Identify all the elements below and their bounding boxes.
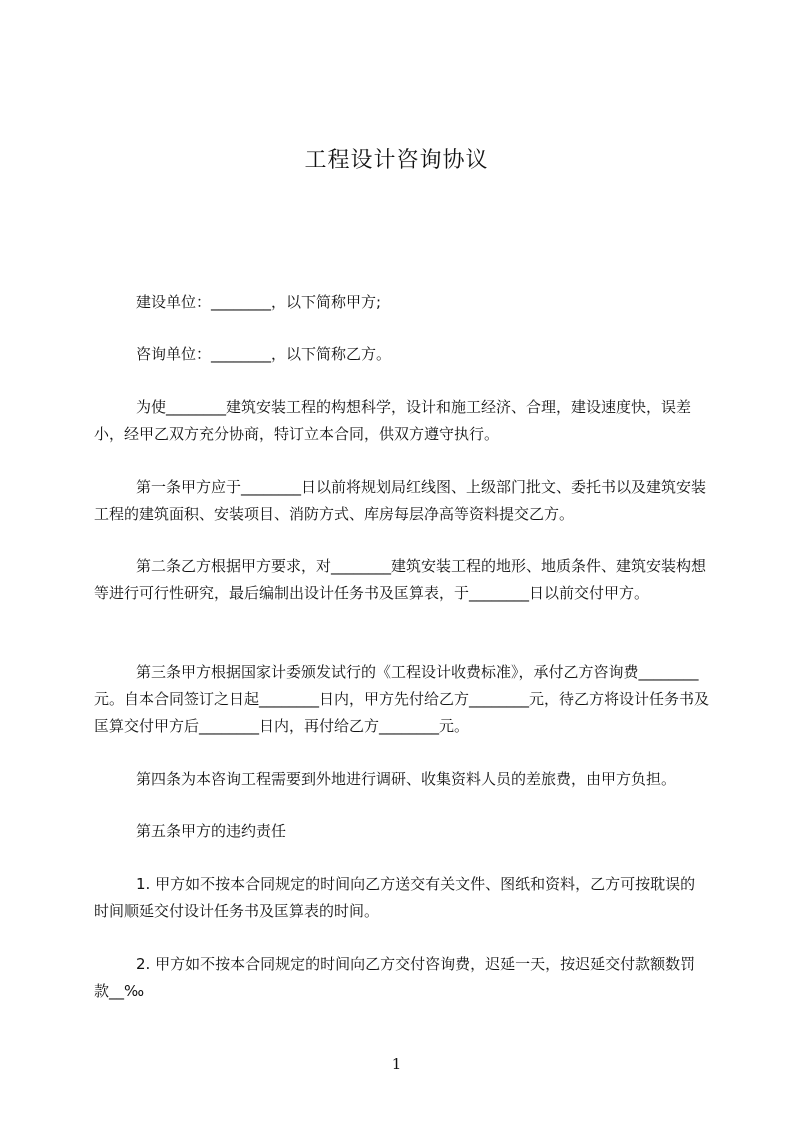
paragraph-article-5-item-2: 2. 甲方如不按本合同规定的时间向乙方交付咨询费，迟延一天，按迟延交付款额数罚款__‰ <box>94 955 696 1000</box>
paragraph-article-3: 第三条甲方根据国家计委颁发试行的《工程设计收费标准》，承付乙方咨询费________元。自本合同签订之日起________日内，甲方先付给乙方________元，待乙方将设计任务书及匡算交付甲方后________日内，再付给乙方________元。 <box>94 663 710 735</box>
paragraph-article-5-heading: 第五条甲方的违约责任 <box>136 822 287 840</box>
paragraph-article-5-item-1: 1. 甲方如不按本合同规定的时间向乙方送交有关文件、图纸和资料，乙方可按耽误的时间顺延交付设计任务书及匡算表的时间。 <box>94 875 696 920</box>
paragraph-article-4: 第四条为本咨询工程需要到外地进行调研、收集资料人员的差旅费，由甲方负担。 <box>136 770 677 788</box>
document-title: 工程设计咨询协议 <box>304 148 489 173</box>
paragraph-builder-unit: 建设单位：________，以下简称甲方; <box>136 293 382 311</box>
paragraph-preamble: 为使________建筑安装工程的构想科学，设计和施工经济、合理，建设速度快，误差小，经甲乙双方充分协商，特订立本合同，供双方遵守执行。 <box>94 398 692 443</box>
paragraph-consultant-unit: 咨询单位：________，以下简称乙方。 <box>136 345 392 363</box>
paragraph-article-2: 第二条乙方根据甲方要求，对________建筑安装工程的地形、地质条件、建筑安装构想等进行可行性研究，最后编制出设计任务书及匡算表，于________日以前交付甲方。 <box>94 557 707 602</box>
paragraph-article-1: 第一条甲方应于________日以前将规划局红线图、上级部门批文、委托书以及建筑安装工程的建筑面积、安装项目、消防方式、库房每层净高等资料提交乙方。 <box>94 478 707 523</box>
page-number: 1 <box>391 1055 402 1073</box>
